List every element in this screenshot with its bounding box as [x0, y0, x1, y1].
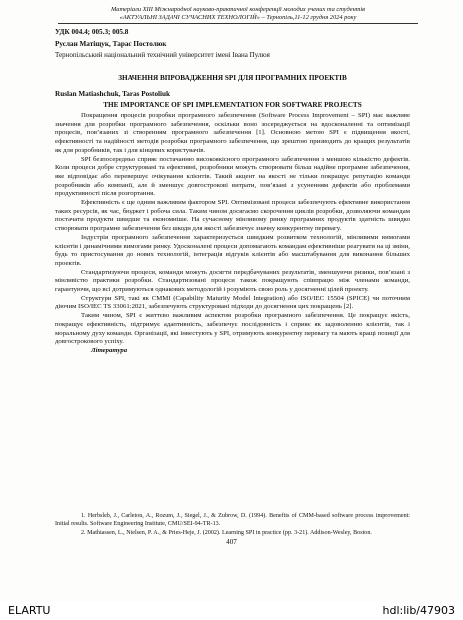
authors-ua: Руслан Матіщук, Тарас Постолюк: [55, 40, 167, 48]
reference-item: 1. Herbsleb, J., Carleton, A., Rozum, J., Siegel, J., & Zubrow, D. (1994). Benefits of CMM-based software process improvement: Initial results. Software Engineering Institute, CMU/SEI-94-TR-13.: [55, 513, 410, 528]
paragraph: Індустрія програмного забезпечення характеризується швидким розвитком технологій, мінливими вимогами клієнтів і динамічними вимогами ринку. Удосконалені процеси допомагають командам ефективніше реагувати на ці зміни, будь то пристосування до нових технологій, інтеграція відгуків клієнтів або масштабування для виконання більших проектів.: [55, 233, 410, 267]
paragraph: Стандартизуючи процеси, команди можуть досягти передбачуваних результатів, зменшуючи ризики, пов’язані з мінливістю практики розробки. Стандартизовані процеси також покращують співпрацю між членами команди, гарантуючи, що всі дотримуються однакових методологій і розуміють свою роль у досягненні цілей проекту.: [55, 268, 410, 294]
viewer-footer: [0, 602, 463, 620]
reference-item: 2. Mathiassen, L., Nielsen, P. A., & Pries-Heje, J. (2002). Learning SPI in practice (pp. 3-21). Addison-Wesley, Boston.: [81, 529, 372, 536]
university: Тернопільський національний технічний університет імені Івана Пулюя: [55, 51, 270, 59]
paragraph: Структури SPI, такі як CMMI (Capability Maturity Model Integration) або ISO/IEC 15504 (SPICE) чи поточним діючим ISO/IEC TS 33061:2021, забезпечують структуровані підходи до досягнення цих покращень [2].: [55, 294, 410, 311]
title-en: THE IMPORTANCE OF SPI IMPLEMENTATION FOR SOFTWARE PROJECTS: [103, 101, 362, 109]
header-divider: [58, 23, 418, 24]
paragraph: SPI безпосередньо сприяє постачанню високоякісного програмного забезпечення з меншою кількістю дефектів. Коли процеси добре структуровані та ефективні, розробники можуть створювати більш надійне програмне забезпечення, яке відповідає або перевершує очікування клієнтів. Такий акцент на якості не тільки покращує репутацію команди розробників або компанії, але й зменшує довгострокові витрати, пов’язані з усуненням дефектів або проблемами продуктивності після розгортання.: [55, 155, 410, 198]
literature-heading: Література: [91, 346, 128, 354]
udk-code: УДК 004.4; 005.3; 005.8: [55, 28, 129, 36]
handle-id: hdl:lib/47903: [382, 604, 455, 617]
title-ua: ЗНАЧЕННЯ ВПРОВАДЖЕННЯ SPI ДЛЯ ПРОГРАМНИХ ПРОЕКТІВ: [118, 74, 347, 82]
paragraph: Покращення процесів розробки програмного забезпечення (Software Process Improvement – SPI) має важливе значення для розробки програмного забезпечення, оскільки воно зосереджується на вдосконаленні та оптимізації процесів, пов’язаних зі створенням програмного забезпечення [1]. Основною метою SPI є підвищення якості, ефективності та надійності методів розробки програмного забезпечення, що зрештою призводить до кращих результатів як для розробників, так і для кінцевих користувачів.: [55, 112, 410, 154]
conference-header-line1: Матеріали XIII Міжнародної науково-практичної конференції молодих учених та студентів: [111, 6, 365, 13]
repository-name: ELARTU: [8, 604, 51, 617]
authors-en: Ruslan Matiashchuk, Taras Postoliuk: [55, 90, 171, 98]
reference-list: [55, 512, 410, 537]
conference-header-line2: «АКТУАЛЬНІ ЗАДАЧІ СУЧАСНИХ ТЕХНОЛОГІЙ» – Тернопіль,11-12 грудня 2024 року: [119, 14, 357, 21]
paragraph: Таким чином, SPI є життєво важливим аспектом розробки програмного забезпечення. Це покращує якість, покращує ефективність, підтримує адаптивність, забезпечує послідовність і сприяє як задоволенню клієнтів, так і моральному духу команди. Організації, які інвестують у SPI, отримують конкурентну перевагу та мають кращі позиції для довгострокового успіху.: [55, 312, 410, 346]
paragraph: Ефективність є ще одним важливим фактором SPI. Оптимізовані процеси забезпечують ефективне використання таких ресурсів, як час, бюджет і робоча сила. Таким чином досягаємо скорочення циклів розробки, дозволяючи командам постачати продукти швидше та економніше. На сучасному мінливому ринку програмних продуктів здатність швидко створювати програмне забезпечення без шкоди для якості забезпечує значну конкурентну перевагу.: [55, 199, 410, 233]
page-number: 407: [226, 538, 237, 546]
article-body: [55, 112, 410, 356]
